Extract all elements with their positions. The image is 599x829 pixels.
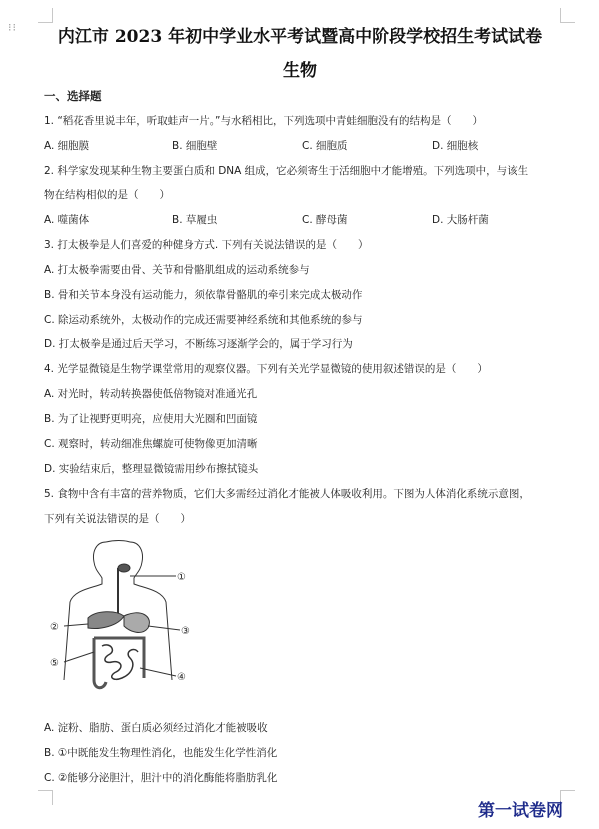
option-b: B. 骨和关节本身没有运动能力，须依靠骨骼肌的牵引来完成太极动作 xyxy=(44,289,363,301)
question-stem-continued: 物在结构相似的是（ ） xyxy=(44,189,170,201)
drag-handle-icon[interactable]: ⁝⁝ xyxy=(8,21,17,34)
option-a: A. 淀粉、脂肪、蛋白质必须经过消化才能被吸收 xyxy=(44,722,268,734)
option-d: D. 细胞核 xyxy=(432,140,479,152)
page-corner-mark xyxy=(38,790,53,805)
body-outline xyxy=(64,542,106,680)
label-leader-line xyxy=(64,624,88,626)
page-corner-mark xyxy=(38,8,53,23)
label-3: ③ xyxy=(181,626,190,637)
question-stem: 2. 科学家发现某种生物主要蛋白质和 DNA 组成，它必须寄生于活细胞中才能增殖。下列选项中，与该生 xyxy=(44,165,529,177)
option-b: B. 草履虫 xyxy=(172,214,218,226)
question-stem: 5. 食物中含有丰富的营养物质，它们大多需经过消化才能被人体吸收利用。下图为人体消化系统示意图， xyxy=(44,488,530,500)
stomach xyxy=(124,613,149,633)
option-c: C. 细胞质 xyxy=(302,140,348,152)
label-5: ⑤ xyxy=(50,658,59,669)
label-1: ① xyxy=(177,572,186,583)
option-a: A. 对光时，转动转换器使低倍物镜对准通光孔 xyxy=(44,388,258,400)
option-d: D. 大肠杆菌 xyxy=(432,214,489,226)
label-2: ② xyxy=(50,622,59,633)
liver xyxy=(88,612,124,629)
digestive-system-diagram xyxy=(44,540,204,710)
option-c: C. 酵母菌 xyxy=(302,214,348,226)
site-watermark: 第一试卷网 xyxy=(478,801,563,821)
option-b: B. ①中既能发生物理性消化，也能发生化学性消化 xyxy=(44,747,278,759)
label-leader-line xyxy=(64,652,94,662)
option-b: B. 细胞壁 xyxy=(172,140,218,152)
subject-title: 生物 xyxy=(283,61,317,81)
oral-cavity xyxy=(118,564,130,572)
question-stem-continued: 下列有关说法错误的是（ ） xyxy=(44,513,191,525)
option-d: D. 打太极拳是通过后天学习，不断练习逐渐学会的，属于学习行为 xyxy=(44,338,353,350)
option-a: A. 打太极拳需要由骨、关节和骨骼肌组成的运动系统参与 xyxy=(44,264,310,276)
option-c: C. ②能够分泌胆汁，胆汁中的消化酶能将脂肪乳化 xyxy=(44,772,278,784)
body-outline xyxy=(130,542,172,680)
option-c: C. 观察时，转动细准焦螺旋可使物像更加清晰 xyxy=(44,438,258,450)
question-stem: 1. “稻花香里说丰年，听取蛙声一片。”与水稻相比，下列选项中青蛙细胞没有的结构是（ ） xyxy=(44,115,483,127)
option-a: A. 细胞膜 xyxy=(44,140,90,152)
label-4: ④ xyxy=(177,672,186,683)
question-stem: 3. 打太极拳是人们喜爱的种健身方式. 下列有关说法错误的是（ ） xyxy=(44,239,369,251)
label-leader-line xyxy=(148,626,180,630)
small-intestine xyxy=(102,645,138,679)
section-heading: 一、选择题 xyxy=(44,89,102,103)
exam-title: 内江市 2023 年初中学业水平考试暨高中阶段学校招生考试试卷 xyxy=(57,27,543,47)
option-a: A. 噬菌体 xyxy=(44,214,90,226)
option-d: D. 实验结束后，整理显微镜需用纱布擦拭镜头 xyxy=(44,463,259,475)
option-b: B. 为了让视野更明亮，应使用大光圈和凹面镜 xyxy=(44,413,258,425)
question-stem: 4. 光学显微镜是生物学课堂常用的观察仪器。下列有关光学显微镜的使用叙述错误的是（ ） xyxy=(44,363,488,375)
page-corner-mark xyxy=(560,8,575,23)
option-c: C. 除运动系统外，太极动作的完成还需要神经系统和其他系统的参与 xyxy=(44,314,363,326)
